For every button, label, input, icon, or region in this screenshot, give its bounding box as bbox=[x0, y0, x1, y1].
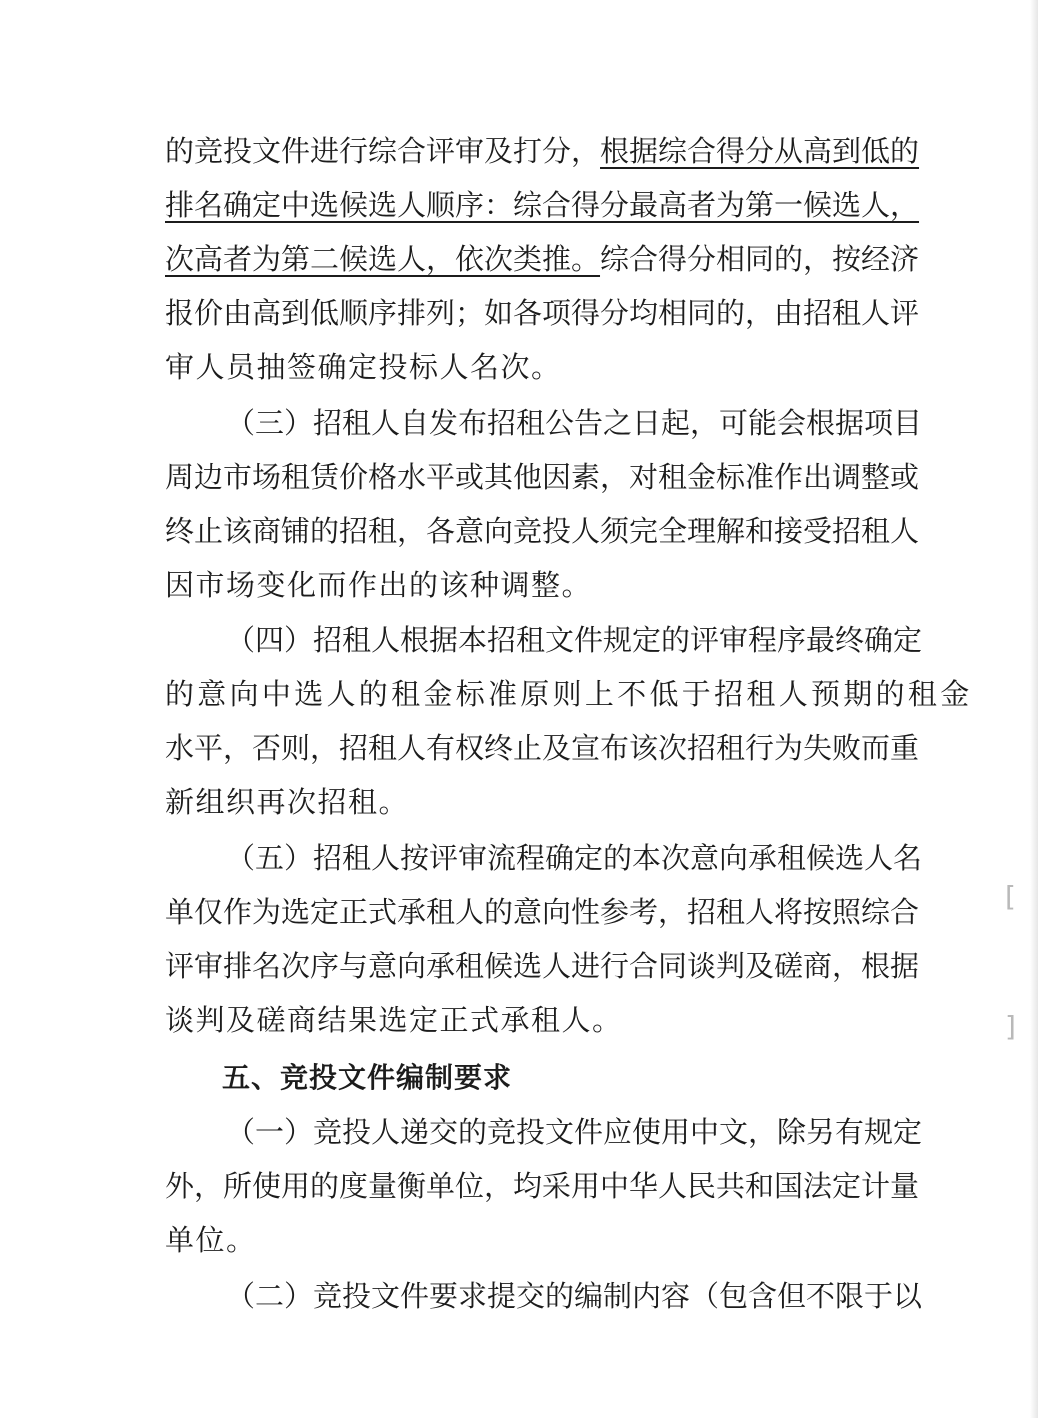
page-edge-shadow bbox=[1030, 0, 1038, 1418]
paragraph-4-start: （四）招租人根据本招租文件规定的评审程序最终确定 bbox=[226, 623, 923, 657]
paragraph-1-start: （一）竞投人递交的竞投文件应使用中文，除另有规定 bbox=[226, 1115, 923, 1149]
text-line: 审人员抽签确定投标人名次。 bbox=[165, 350, 562, 384]
text-line: 终止该商铺的招租，各意向竞投人须完全理解和接受招租人 bbox=[165, 514, 920, 548]
text-line: 外，所使用的度量衡单位，均采用中华人民共和国法定计量 bbox=[165, 1169, 920, 1203]
paragraph-2-start: （二）竞投文件要求提交的编制内容（包含但不限于以 bbox=[226, 1279, 923, 1313]
text-line: 谈判及磋商结果选定正式承租人。 bbox=[165, 1003, 623, 1037]
text-line: 水平，否则，招租人有权终止及宣布该次招租行为失败而重 bbox=[165, 731, 920, 765]
text-line: 单仅作为选定正式承租人的意向性参考，招租人将按照综合 bbox=[165, 895, 920, 929]
text-line: 排名确定中选候选人顺序：综合得分最高者为第一候选人， bbox=[165, 188, 920, 222]
text-line: 的意向中选人的租金标准原则上不低于招租人预期的租金 bbox=[165, 677, 973, 711]
text-line: 报价由高到低顺序排列；如各项得分均相同的，由招租人评 bbox=[165, 296, 920, 330]
section-heading: 五、竞投文件编制要求 bbox=[222, 1061, 513, 1094]
text-line: 新组织再次招租。 bbox=[165, 785, 410, 819]
text-line: 评审排名次序与意向承租候选人进行合同谈判及磋商，根据 bbox=[165, 949, 920, 983]
paragraph-5-start: （五）招租人按评审流程确定的本次意向承租候选人名 bbox=[226, 841, 923, 875]
text-line: 因市场变化而作出的该种调整。 bbox=[165, 568, 593, 602]
text-line: 单位。 bbox=[165, 1223, 257, 1257]
text-line: 周边市场租赁价格水平或其他因素，对租金标准作出调整或 bbox=[165, 460, 920, 494]
edge-mark: ] bbox=[1005, 1010, 1016, 1043]
edge-mark: [ bbox=[1005, 880, 1016, 913]
text-line: 的竞投文件进行综合评审及打分，根据综合得分从高到低的 bbox=[165, 134, 920, 168]
text-line: 次高者为第二候选人，依次类推。综合得分相同的，按经济 bbox=[165, 242, 920, 276]
paragraph-3-start: （三）招租人自发布招租公告之日起，可能会根据项目 bbox=[226, 406, 923, 440]
